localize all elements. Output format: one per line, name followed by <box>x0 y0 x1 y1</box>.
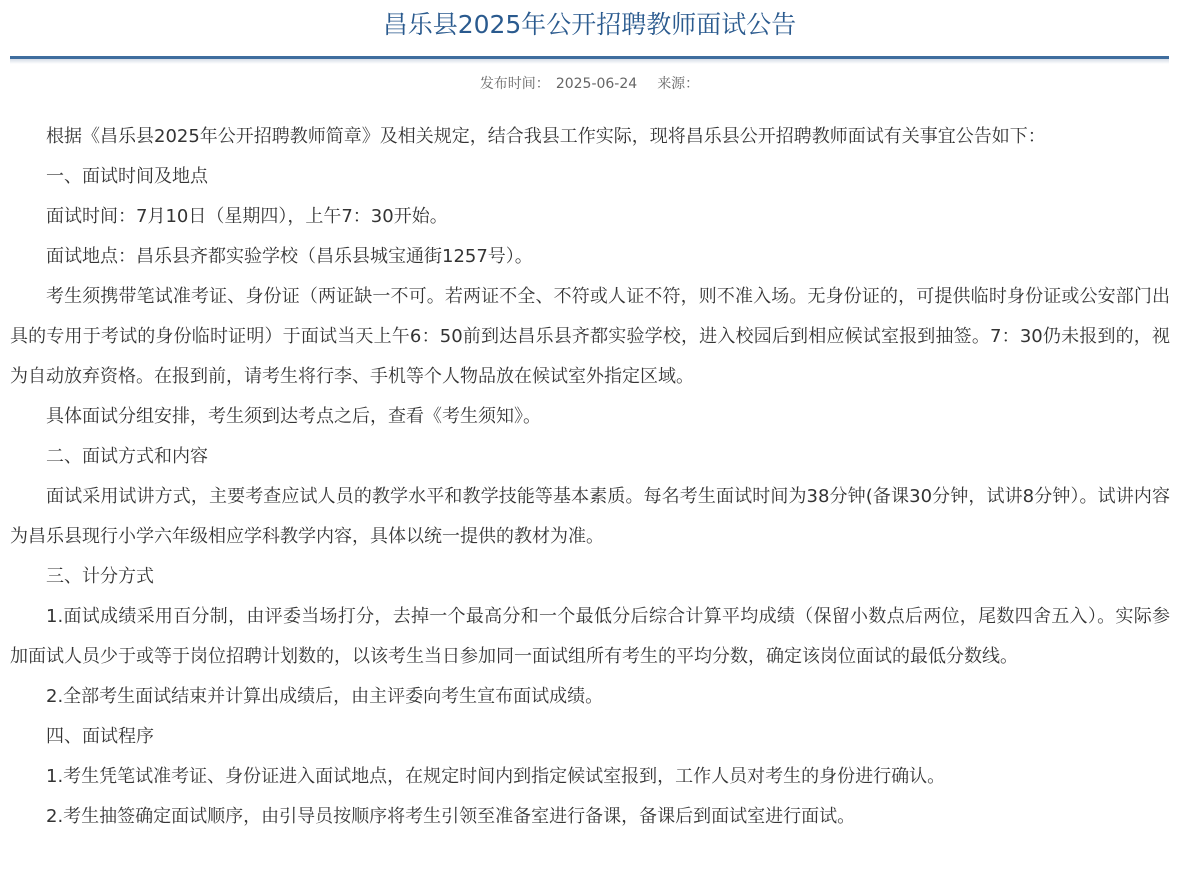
article-meta <box>10 74 1169 94</box>
article-body <box>10 117 1170 837</box>
title-divider-shadow <box>10 59 1169 64</box>
procedure-item-2: 2.考生抽签确定面试顺序，由引导员按顺序将考生引领至准备室进行备课，备课后到面试室进行面试。 <box>46 806 856 827</box>
article-title: 昌乐县2025年公开招聘教师面试公告 <box>382 10 797 39</box>
grouping-paragraph: 具体面试分组安排，考生须到达考点之后，查看《考生须知》。 <box>46 406 541 427</box>
section-heading-method-content: 二、面试方式和内容 <box>46 446 208 467</box>
section-heading-time-location: 一、面试时间及地点 <box>46 166 208 187</box>
interview-time-paragraph: 面试时间：7月10日（星期四），上午7：30开始。 <box>46 206 448 227</box>
section-heading-procedure: 四、面试程序 <box>46 726 154 747</box>
procedure-item-1: 1.考生凭笔试准考证、身份证进入面试地点，在规定时间内到指定候试室报到，工作人员对考生的身份进行确认。 <box>46 766 946 787</box>
documents-requirement-paragraph: 考生须携带笔试准考证、身份证（两证缺一不可。若两证不全、不符或人证不符，则不准入场。无身份证的，可提供临时身份证或公安部门出具的专用于考试的身份临时证明）于面试当天上午6：50前到达昌乐县齐都实验学校，进入校园后到相应候试室报到抽签。7：30仍未报到的，视为自动放弃资格。在报到前，请考生将行李、手机等个人物品放在候试室外指定区域。 <box>10 286 1170 387</box>
scoring-item-2: 2.全部考生面试结束并计算出成绩后，由主评委向考生宣布面试成绩。 <box>46 686 604 707</box>
intro-paragraph: 根据《昌乐县2025年公开招聘教师简章》及相关规定，结合我县工作实际，现将昌乐县公开招聘教师面试有关事宜公告如下： <box>46 126 1046 147</box>
section-heading-scoring: 三、计分方式 <box>46 566 154 587</box>
publish-date: 2025-06-24 <box>555 76 638 92</box>
publish-time-label: 发布时间： <box>479 76 550 92</box>
method-paragraph: 面试采用试讲方式，主要考查应试人员的教学水平和教学技能等基本素质。每名考生面试时间为38分钟(备课30分钟，试讲8分钟）。试讲内容为昌乐县现行小学六年级相应学科教学内容，具体以统一提供的教材为准。 <box>10 486 1170 547</box>
source-label: 来源： <box>657 76 700 92</box>
scoring-item-1: 1.面试成绩采用百分制，由评委当场打分，去掉一个最高分和一个最低分后综合计算平均成绩（保留小数点后两位，尾数四舍五入）。实际参加面试人员少于或等于岗位招聘计划数的，以该考生当日参加同一面试组所有考生的平均分数，确定该岗位面试的最低分数线。 <box>10 606 1170 667</box>
interview-location-paragraph: 面试地点：昌乐县齐都实验学校（昌乐县城宝通街1257号）。 <box>46 246 533 267</box>
